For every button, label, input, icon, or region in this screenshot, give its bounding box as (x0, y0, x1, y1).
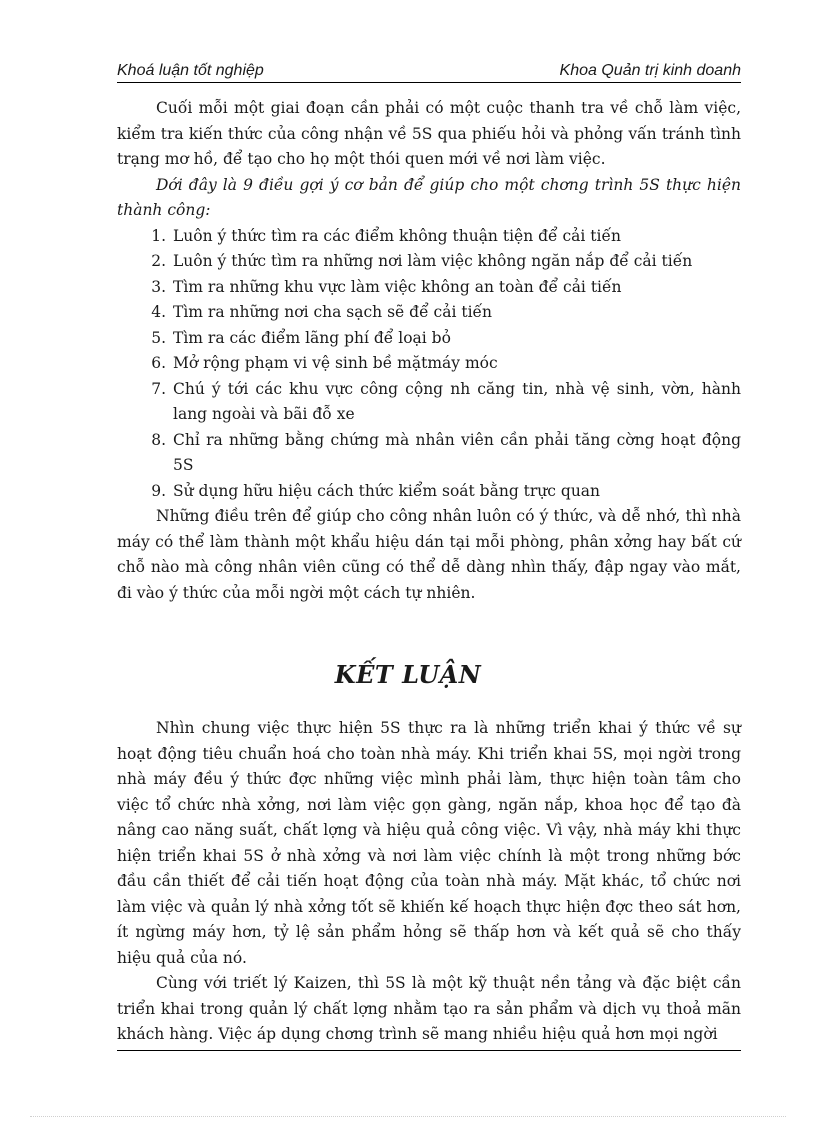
suggestion-list (117, 224, 741, 505)
section-5s-guidance (117, 96, 741, 606)
section-conclusion (117, 716, 741, 1048)
page-header (117, 62, 741, 83)
list-item: 5. Tìm ra các điểm lãng phí để loại bỏ (171, 326, 741, 352)
paragraph-intro-list: Dới đây là 9 điều gợi ý cơ bản để giúp cho một chơng trình 5S thực hiện thành công: (117, 175, 741, 219)
footer-rule (117, 1050, 741, 1051)
paragraph-conclusion-2: Cùng với triết lý Kaizen, thì 5S là một kỹ thuật nền tảng và đặc biệt cần triển khai trong quản lý chất lợng nhằm tạo ra sản phẩm và dịch vụ thoả mãn khách hàng. Việc áp dụng chơng trình sẽ mang nhiều hiệu quả hơn mọi ngời (117, 974, 741, 1043)
page-edge-divider (30, 1116, 786, 1117)
paragraph-conclusion-1: Nhìn chung việc thực hiện 5S thực ra là những triển khai ý thức về sự hoạt động tiêu chuẩn hoá cho toàn nhà máy. Khi triển khai 5S, mọi ngời trong nhà máy đều ý thức đợc những việc mình phải làm, thực hiện toàn tâm cho việc tổ chức nhà xởng, nơi làm việc gọn gàng, ngăn nắp, khoa học để tạo đà nâng cao năng suất, chất lợng và hiệu quả công việc. Vì vậy, nhà máy khi thực hiện triển khai 5S ở nhà xởng và nơi làm việc chính là một trong những bớc đầu cần thiết để cải tiến hoạt động của toàn nhà máy. Mặt khác, tổ chức nơi làm việc và quản lý nhà xởng tốt sẽ khiến kế hoạch thực hiện đợc theo sát hơn, ít ngừng máy hơn, tỷ lệ sản phẩm hỏng sẽ thấp hơn và kết quả sẽ cho thấy hiệu quả của nó. (117, 719, 741, 967)
list-item: 7. Chú ý tới các khu vực công cộng nh căng tin, nhà vệ sinh, vờn, hành lang ngoài và bãi đỗ xe (171, 377, 741, 428)
list-item: 3. Tìm ra những khu vực làm việc không an toàn để cải tiến (171, 275, 741, 301)
list-item: 8. Chỉ ra những bằng chứng mà nhân viên cần phải tăng cờng hoạt động 5S (171, 428, 741, 479)
list-item: 4. Tìm ra những nơi cha sạch sẽ để cải tiến (171, 300, 741, 326)
conclusion-heading: KẾT LUẬN (334, 660, 482, 689)
list-item: 6. Mở rộng phạm vi vệ sinh bề mặtmáy móc (171, 351, 741, 377)
header-thesis-label: Khoá luận tốt nghiệp (117, 62, 264, 79)
list-item: 1. Luôn ý thức tìm ra các điểm không thuận tiện để cải tiến (171, 224, 741, 250)
paragraph-slogan: Những điều trên để giúp cho công nhân luôn có ý thức, và dễ nhớ, thì nhà máy có thể làm thành một khẩu hiệu dán tại mỗi phòng, phân xởng hay bất cứ chỗ nào mà công nhân viên cũng có thể dễ dàng nhìn thấy, đập ngay vào mắt, đi vào ý thức của mỗi ngời một cách tự nhiên. (117, 507, 741, 602)
header-faculty-label: Khoa Quản trị kinh doanh (559, 62, 741, 79)
list-item: 2. Luôn ý thức tìm ra những nơi làm việc không ngăn nắp để cải tiến (171, 249, 741, 275)
list-item: 9. Sử dụng hữu hiệu cách thức kiểm soát bằng trực quan (171, 479, 741, 505)
paragraph-inspection: Cuối mỗi một giai đoạn cần phải có một cuộc thanh tra về chỗ làm việc, kiểm tra kiến thức của công nhận về 5S qua phiếu hỏi và phỏng vấn tránh tình trạng mơ hồ, để tạo cho họ một thói quen mới về nơi làm việc. (117, 99, 741, 168)
